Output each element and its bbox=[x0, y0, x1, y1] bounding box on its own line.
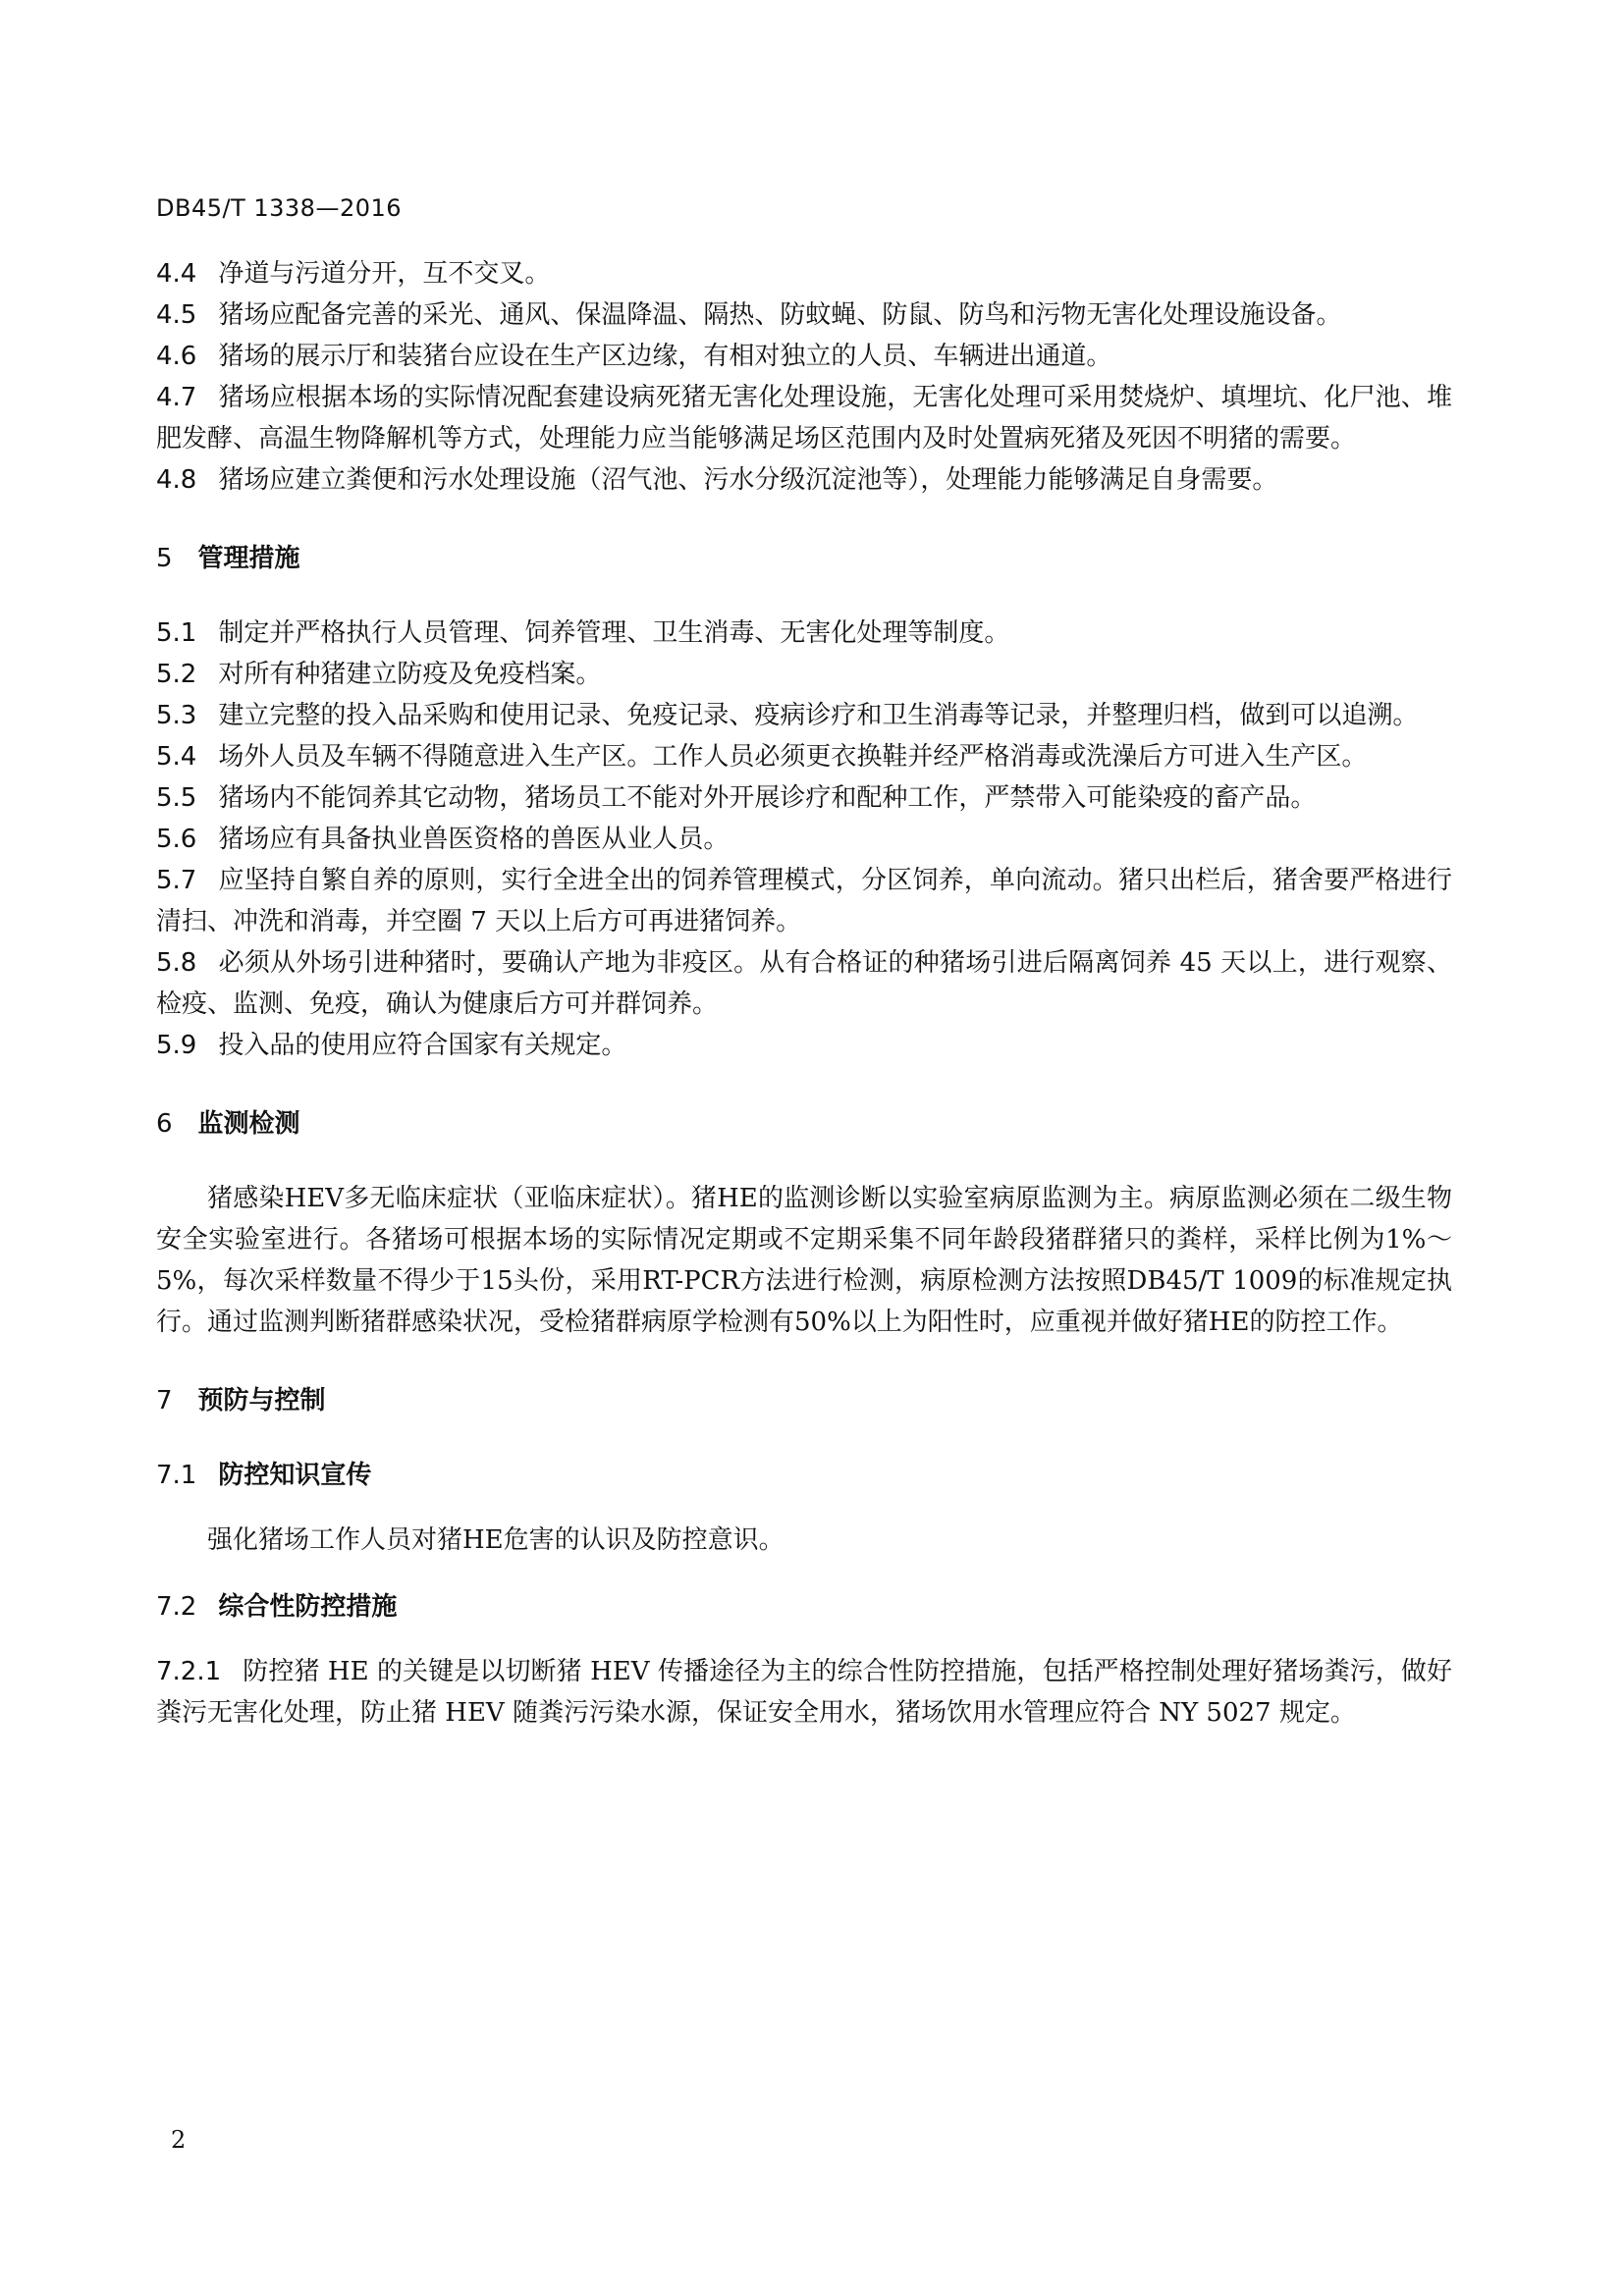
clause-5-1 bbox=[156, 613, 1452, 654]
clause-text: 制定并严格执行人员管理、饲养管理、卫生消毒、无害化处理等制度。 bbox=[218, 618, 1010, 648]
clause-number: 5.4 bbox=[156, 742, 197, 772]
clause-text: 猪场应根据本场的实际情况配套建设病死猪无害化处理设施，无害化处理可采用焚烧炉、填埋坑、化尸池、堆肥发酵、高温生物降解机等方式，处理能力应当能够满足场区范围内及时处置病死猪及死因不明猪的需要。 bbox=[156, 383, 1452, 454]
section-number: 6 bbox=[156, 1109, 173, 1139]
clause-5-7 bbox=[156, 860, 1452, 942]
clause-number: 5.6 bbox=[156, 825, 197, 854]
clause-number: 5.5 bbox=[156, 783, 197, 813]
section-6-paragraph: 猪感染HEV多无临床症状（亚临床症状）。猪HE的监测诊断以实验室病原监测为主。病原监测必须在二级生物安全实验室进行。各猪场可根据本场的实际情况定期或不定期采集不同年龄段猪群猪只的粪样，采样比例为1%～5%，每次采样数量不得少于15头份，采用RT-PCR方法进行检测，病原检测方法按照DB45/T 1009的标准规定执行。通过监测判断猪群感染状况，受检猪群病原学检测有50%以上为阳性时，应重视并做好猪HE的防控工作。 bbox=[156, 1184, 1452, 1337]
clause-text: 猪场应建立粪便和污水处理设施（沼气池、污水分级沉淀池等），处理能力能够满足自身需要。 bbox=[218, 465, 1278, 495]
section-title: 管理措施 bbox=[197, 544, 300, 573]
document-body bbox=[156, 253, 1452, 1734]
clause-4-8 bbox=[156, 459, 1452, 501]
clause-text: 建立完整的投入品采购和使用记录、免疫记录、疫病诊疗和卫生消毒等记录，并整理归档，做到可以追溯。 bbox=[218, 701, 1419, 730]
clause-text: 猪场的展示厅和装猪台应设在生产区边缘，有相对独立的人员、车辆进出通道。 bbox=[218, 342, 1112, 371]
clause-number: 4.6 bbox=[156, 342, 197, 371]
clause-number: 5.2 bbox=[156, 660, 197, 689]
section-title: 预防与控制 bbox=[197, 1386, 326, 1415]
clause-5-2 bbox=[156, 654, 1452, 695]
clause-text: 应坚持自繁自养的原则，实行全进全出的饲养管理模式，分区饲养，单向流动。猪只出栏后，猪舍要严格进行清扫、冲洗和消毒，并空圈 7 天以上后方可再进猪饲养。 bbox=[156, 866, 1452, 936]
clause-text: 对所有种猪建立防疫及免疫档案。 bbox=[218, 660, 602, 689]
clause-text: 投入品的使用应符合国家有关规定。 bbox=[218, 1031, 627, 1060]
clause-5-8 bbox=[156, 942, 1452, 1025]
clause-4-7 bbox=[156, 377, 1452, 459]
page-number: 2 bbox=[171, 2126, 187, 2154]
subsection-number: 7.2 bbox=[156, 1592, 197, 1622]
section-title: 监测检测 bbox=[197, 1109, 300, 1139]
clause-7-2-1 bbox=[156, 1651, 1452, 1734]
subsection-7-1-paragraph: 强化猪场工作人员对猪HE危害的认识及防控意识。 bbox=[207, 1525, 785, 1555]
clause-text: 必须从外场引进种猪时，要确认产地为非疫区。从有合格证的种猪场引进后隔离饲养 45 天以上，进行观察、检疫、监测、免疫，确认为健康后方可并群饲养。 bbox=[156, 948, 1452, 1019]
clause-number: 5.8 bbox=[156, 948, 197, 978]
subsection-heading-7-1 bbox=[156, 1455, 1452, 1496]
clause-number: 4.4 bbox=[156, 259, 197, 289]
subsection-heading-7-2 bbox=[156, 1586, 1452, 1628]
clause-number: 7.2.1 bbox=[156, 1657, 222, 1686]
subsection-title: 防控知识宣传 bbox=[218, 1461, 372, 1490]
clause-text: 场外人员及车辆不得随意进入生产区。工作人员必须更衣换鞋并经严格消毒或洗澡后方可进入生产区。 bbox=[218, 742, 1368, 772]
clause-5-5 bbox=[156, 777, 1452, 819]
clause-5-4 bbox=[156, 736, 1452, 777]
clause-text: 猪场应配备完善的采光、通风、保温降温、隔热、防蚊蝇、防鼠、防鸟和污物无害化处理设施设备。 bbox=[218, 300, 1342, 330]
clause-number: 5.7 bbox=[156, 866, 197, 895]
section-heading-5 bbox=[156, 538, 1452, 579]
section-number: 7 bbox=[156, 1386, 173, 1415]
clause-text: 猪场内不能饲养其它动物，猪场员工不能对外开展诊疗和配种工作，严禁带入可能染疫的畜产品。 bbox=[218, 783, 1317, 813]
clause-number: 4.7 bbox=[156, 383, 197, 412]
subsection-title: 综合性防控措施 bbox=[218, 1592, 398, 1622]
clause-number: 5.3 bbox=[156, 701, 197, 730]
section-heading-6 bbox=[156, 1103, 1452, 1145]
clause-text: 猪场应有具备执业兽医资格的兽医从业人员。 bbox=[218, 825, 730, 854]
clause-number: 4.8 bbox=[156, 465, 197, 495]
document-code-header: DB45/T 1338—2016 bbox=[156, 194, 403, 222]
clause-4-6 bbox=[156, 336, 1452, 377]
clause-5-6 bbox=[156, 819, 1452, 860]
clause-5-3 bbox=[156, 695, 1452, 736]
subsection-number: 7.1 bbox=[156, 1461, 197, 1490]
clause-5-9 bbox=[156, 1025, 1452, 1066]
clause-number: 5.1 bbox=[156, 618, 197, 648]
section-number: 5 bbox=[156, 544, 173, 573]
clause-4-5 bbox=[156, 294, 1452, 336]
section-heading-7 bbox=[156, 1380, 1452, 1421]
clause-4-4 bbox=[156, 253, 1452, 294]
clause-text: 防控猪 HE 的关键是以切断猪 HEV 传播途径为主的综合性防控措施，包括严格控制处理好猪场粪污，做好粪污无害化处理，防止猪 HEV 随粪污污染水源，保证安全用水，猪场饮用水管理应符合 NY 5027 规定。 bbox=[156, 1657, 1452, 1728]
clause-number: 4.5 bbox=[156, 300, 197, 330]
clause-number: 5.9 bbox=[156, 1031, 197, 1060]
clause-text: 净道与污道分开，互不交叉。 bbox=[218, 259, 551, 289]
